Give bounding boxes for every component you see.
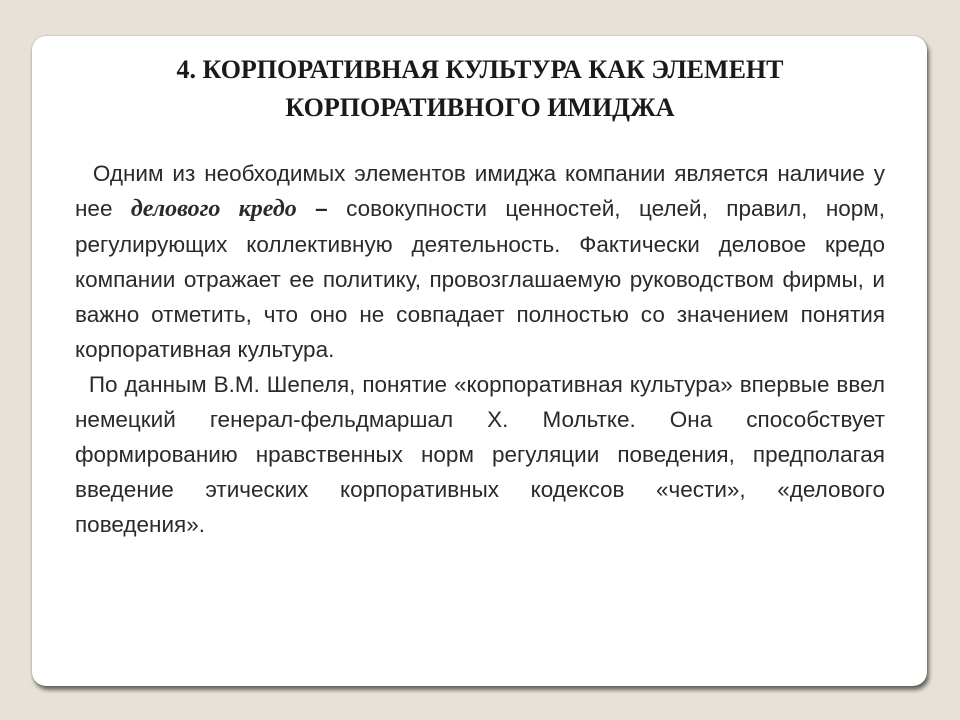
slide-title xyxy=(0,51,960,127)
paragraph-1-rest: совокупности ценностей, целей, правил, норм, регулирующих коллективную деятельность. Фактически деловое кредо компании отражает ее политику, провозглашаемую руководством фирмы, и важно отметить, что оно не совпадает полностью со значением понятия корпоративная культура. xyxy=(75,196,885,362)
paragraph-1-dash: – xyxy=(296,196,347,221)
paragraph-2 xyxy=(75,367,885,542)
paragraph-1-lead: Одним из необходимых элементов имиджа компании является наличие у нее xyxy=(75,161,885,221)
slide-title-line-2: КОРПОРАТИВНОГО ИМИДЖА xyxy=(285,93,675,122)
paragraph-2-text: По данным В.М. Шепеля, понятие «корпоративная культура» впервые ввел немецкий генерал-фельдмаршал Х. Мольтке. Она способствует формированию нравственных норм регуляции поведения, предполагая введение этических корпоративных кодексов «чести», «делового поведения». xyxy=(75,372,885,537)
paragraph-1 xyxy=(75,156,885,367)
term-business-credo: делового кредо xyxy=(130,196,297,222)
slide-title-line-1: 4. КОРПОРАТИВНАЯ КУЛЬТУРА КАК ЭЛЕМЕНТ xyxy=(176,55,784,84)
slide-body xyxy=(75,156,885,542)
